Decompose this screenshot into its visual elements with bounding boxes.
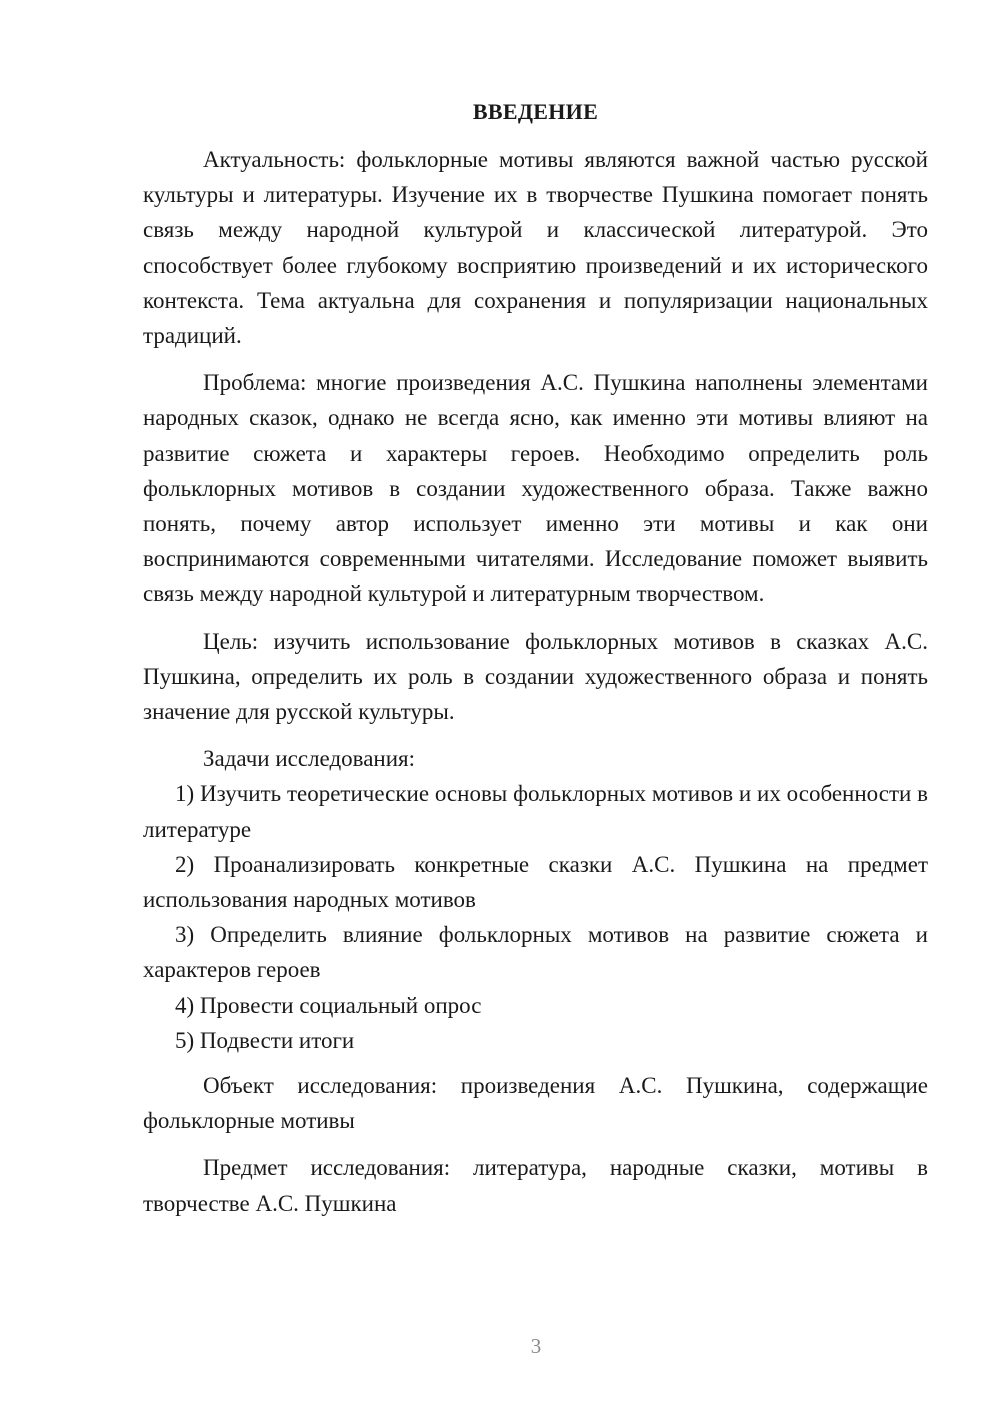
relevance-paragraph: Актуальность: фольклорные мотивы являются важной частью русской культуры и литературы. Изучение их в творчестве Пушкина помогает понять связь между народной культурой и классической литературой. Это способствует более глубокому восприятию произведений и их исторического контекста. Тема актуальна для сохранения и популяризации национальных традиций.	[143, 147, 928, 349]
tasks-list	[143, 776, 928, 1058]
list-item: 1) Изучить теоретические основы фольклорных мотивов и их особенности в литературе	[143, 781, 928, 842]
list-item: 5) Подвести итоги	[175, 1027, 355, 1053]
section-heading: ВВЕДЕНИЕ	[472, 99, 599, 124]
tasks-title: Задачи исследования:	[203, 746, 416, 772]
page-number: 3	[530, 1334, 542, 1358]
list-item: 3) Определить влияние фольклорных мотивов на развитие сюжета и характеров героев	[143, 922, 928, 983]
subject-paragraph: Предмет исследования: литература, народные сказки, мотивы в творчестве А.С. Пушкина	[143, 1155, 928, 1216]
list-item: 2) Проанализировать конкретные сказки А.С. Пушкина на предмет использования народных мотивов	[143, 851, 928, 913]
object-paragraph: Объект исследования: произведения А.С. Пушкина, содержащие фольклорные мотивы	[143, 1073, 928, 1134]
page-content	[143, 94, 928, 1221]
list-item: 4) Провести социальный опрос	[175, 992, 482, 1018]
goal-paragraph: Цель: изучить использование фольклорных мотивов в сказках А.С. Пушкина, определить их роль в создании художественного образа и понять значение для русской культуры.	[143, 628, 928, 725]
problem-paragraph: Проблема: многие произведения А.С. Пушкина наполнены элементами народных сказок, однако не всегда ясно, как именно эти мотивы влияют на развитие сюжета и характеры героев. Необходимо определить роль фольклорных мотивов в создании художественного образа. Также важно понять, почему автор использует именно эти мотивы и как они воспринимаются современными читателями. Исследование поможет выявить связь между народной культурой и литературным творчеством.	[143, 370, 928, 607]
